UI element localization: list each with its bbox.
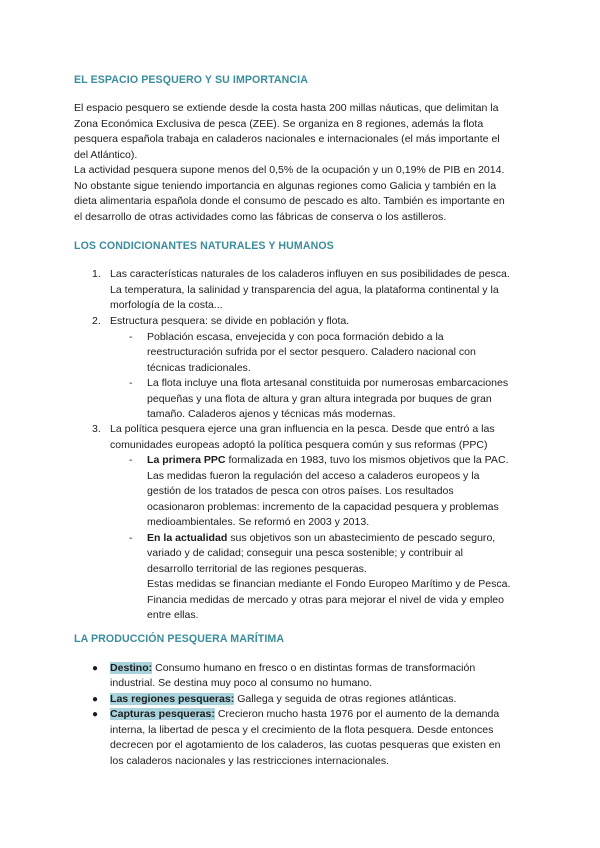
highlighted-label: Capturas pesqueras: xyxy=(110,708,215,720)
section-title-produccion: LA PRODUCCIÓN PESQUERA MARÍTIMA xyxy=(74,633,285,645)
list-item-line: morfología de la costa... xyxy=(110,299,223,311)
sub-item-line: desarrollo territorial de las regiones pesqueras. xyxy=(147,563,367,575)
bullet-marker: ● xyxy=(92,709,99,720)
paragraph-line: dieta alimentaria española donde el consumo de pescado es alto. También es importante en xyxy=(74,195,505,207)
sub-item-line: reestructuración sufrida por el sector pesquero. Caladero nacional con xyxy=(147,346,476,358)
paragraph-line: Zona Económica Exclusiva de pesca (ZEE). Se organiza en 8 regiones, además la flota xyxy=(74,118,484,130)
sub-item-line: Financia medidas de mercado y otras para mejorar el nivel de vida y empleo xyxy=(147,594,505,606)
sub-item-line: Estas medidas se financian mediante el Fondo Europeo Marítimo y de Pesca. xyxy=(147,578,511,590)
sub-item-line: variado y de calidad; conseguir una pesca sostenible; y contribuir al xyxy=(147,547,464,559)
paragraph-line: el desarrollo de otras actividades como las fábricas de conserva o los astilleros. xyxy=(74,211,447,223)
sub-item-line: Población escasa, envejecida y con poca formación debido a la xyxy=(147,331,444,343)
list-item-line: Las características naturales de los caladeros influyen en sus posibilidades de pesca. xyxy=(110,268,510,280)
sub-item-line: tamaño. Caladeros ajenos y técnicas más modernas. xyxy=(147,408,396,420)
paragraph-line: La actividad pesquera supone menos del 0,5% de la ocupación y un 0,19% de PIB en 2014. xyxy=(74,164,505,176)
text-run: Gallega y seguida de otras regiones atlánticas. xyxy=(234,693,457,705)
paragraph-line: pesquera española trabaja en caladeros nacionales e internacionales (el más importante el xyxy=(74,133,500,145)
list-number: 3. xyxy=(92,423,101,435)
section-title-condicionantes: LOS CONDICIONANTES NATURALES Y HUMANOS xyxy=(74,240,334,252)
list-item-line: La política pesquera ejerce una gran influencia en la pesca. Desde que entró a las xyxy=(110,423,495,435)
bold-term: La primera PPC xyxy=(147,454,226,466)
section-title-espacio-pesquero: EL ESPACIO PESQUERO Y SU IMPORTANCIA xyxy=(74,74,308,86)
bullet-marker: ● xyxy=(92,663,99,674)
paragraph-line: No obstante sigue teniendo importancia en algunas regiones como Galicia y también en la xyxy=(74,180,497,192)
dash-marker: - xyxy=(129,532,133,544)
list-item-line: La temperatura, la salinidad y transparencia del agua, la plataforma continental y la xyxy=(110,284,499,296)
sub-item-line: gestión de los tratados de pesca con otros países. Los resultados xyxy=(147,485,454,497)
sub-item-line xyxy=(147,531,495,547)
text-run: formalizada en 1983, tuvo los mismos objetivos que la PAC. xyxy=(225,454,509,466)
sub-item-line: Las medidas fueron la regulación del acceso a caladeros europeos y la xyxy=(147,470,480,482)
text-run: Crecieron mucho hasta 1976 por el aumento de la demanda xyxy=(214,708,500,720)
list-item-line: comunidades europeas adoptó la política pesquera común y sus reformas (PPC) xyxy=(110,439,488,451)
highlighted-label: Las regiones pesqueras: xyxy=(110,693,235,705)
dash-marker: - xyxy=(129,377,133,389)
bullet-line xyxy=(110,692,457,708)
sub-item-line: técnicas tradicionales. xyxy=(147,362,251,374)
text-run: Consumo humano en fresco o en distintas formas de transformación xyxy=(152,662,476,674)
sub-item-line: ocasionaron problemas: incremento de la capacidad pesquera y problemas xyxy=(147,501,499,513)
bullet-marker: ● xyxy=(92,694,99,705)
sub-item-line: medioambientales. Se reformó en 2003 y 2013. xyxy=(147,516,370,528)
bullet-line: los caladeros nacionales y las restricciones internacionales. xyxy=(110,755,390,767)
list-item-line: Estructura pesquera: se divide en población y flota. xyxy=(110,315,350,327)
bullet-line: interna, la libertad de pesca y el crecimiento de la flota pesquera. Desde entonces xyxy=(110,724,494,736)
dash-marker: - xyxy=(129,331,133,343)
sub-item-line xyxy=(147,453,509,469)
list-number: 2. xyxy=(92,315,101,327)
bullet-line xyxy=(110,707,499,723)
bold-term: En la actualidad xyxy=(147,532,228,544)
dash-marker: - xyxy=(129,454,133,466)
paragraph-line: El espacio pesquero se extiende desde la costa hasta 200 millas náuticas, que delimitan la xyxy=(74,102,499,114)
highlighted-label: Destino: xyxy=(110,662,153,674)
sub-item-line: pequeñas y una flota de altura y gran altura integrada por buques de gran xyxy=(147,393,492,405)
text-run: sus objetivos son un abastecimiento de pescado seguro, xyxy=(227,532,496,544)
list-number: 1. xyxy=(92,268,101,280)
paragraph-line: del Atlántico). xyxy=(74,149,138,161)
sub-item-line: La flota incluye una flota artesanal constituida por numerosas embarcaciones xyxy=(147,377,509,389)
sub-item-line: entre ellas. xyxy=(147,609,199,621)
bullet-line: decrecen por el agotamiento de los caladeros, las cuotas pesqueras que existen en xyxy=(110,739,501,751)
bullet-line: industrial. Se destina muy poco al consumo no humano. xyxy=(110,677,373,689)
bullet-line xyxy=(110,661,475,677)
